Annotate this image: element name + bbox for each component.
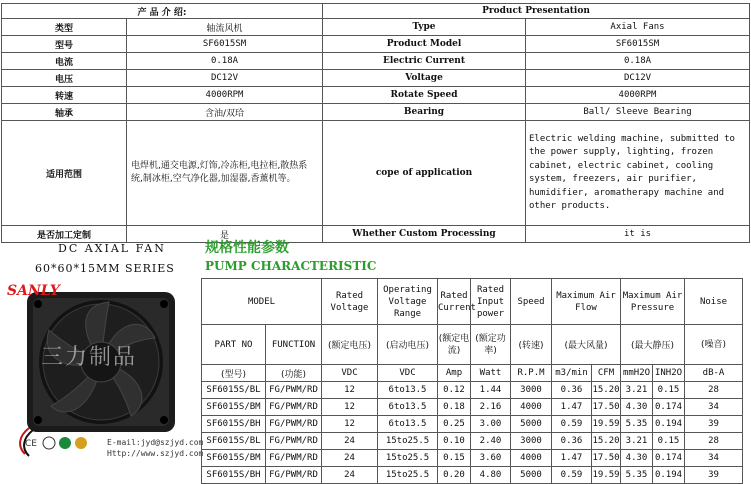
spec-cell-rated-voltage: 12 <box>322 382 378 399</box>
label-en: Whether Custom Processing <box>323 226 526 243</box>
spec-subheader-row <box>202 325 743 365</box>
spec-cell-current: 0.10 <box>438 433 471 450</box>
rated-current-zh: (额定电流) <box>438 325 471 365</box>
spec-cell-air-flow-cfm: 19.59 <box>592 467 621 484</box>
unit-cfm: CFM <box>592 365 621 382</box>
spec-cell-function: FG/PWM/RD <box>266 467 322 484</box>
product-row-speed <box>2 87 750 104</box>
spec-cell-rated-voltage: 24 <box>322 467 378 484</box>
contact-email: E-mail:jyd@szjyd.com <box>107 438 204 447</box>
spec-cell-pressure-inh2o: 0.194 <box>653 416 685 433</box>
spec-cell-current: 0.20 <box>438 467 471 484</box>
spec-cell-pressure-mmh2o: 5.35 <box>621 416 653 433</box>
unit-dba: dB-A <box>685 365 743 382</box>
spec-cell-part-no: SF6015S/BH <box>202 467 266 484</box>
contact-website: Http://www.szjyd.com <box>107 449 204 458</box>
spec-cell-air-flow-m3: 1.47 <box>552 450 592 467</box>
spec-cell-voltage-range: 15to25.5 <box>378 450 438 467</box>
label-en: Product Model <box>323 36 526 53</box>
value-zh: 0.18A <box>127 53 323 70</box>
label-zh: 类型 <box>2 19 127 36</box>
spec-cell-current: 0.25 <box>438 416 471 433</box>
spec-cell-pressure-mmh2o: 3.21 <box>621 433 653 450</box>
spec-cell-noise: 34 <box>685 450 743 467</box>
air-flow-zh: (最大风量) <box>552 325 621 365</box>
spec-cell-function: FG/PWM/RD <box>266 433 322 450</box>
spec-row <box>202 467 743 484</box>
product-row-bearing <box>2 104 750 121</box>
spec-cell-power: 2.16 <box>471 399 511 416</box>
value-en: it is <box>526 226 750 243</box>
spec-cell-part-no: SF6015S/BM <box>202 450 266 467</box>
spec-cell-noise: 39 <box>685 416 743 433</box>
application-en: Electric welding machine, submitted to the power supply, lighting, frozen cabinet, electric cabinet, cooling system, freezers, air purifier, humidifier, aromatherapy machine and other products. <box>526 121 750 226</box>
spec-cell-current: 0.18 <box>438 399 471 416</box>
unit-mmh2o: mmH2O <box>621 365 653 382</box>
spec-cell-air-flow-cfm: 17.50 <box>592 450 621 467</box>
spec-cell-function: FG/PWM/RD <box>266 450 322 467</box>
svg-text:CE: CE <box>25 439 37 449</box>
spec-cell-air-flow-m3: 0.59 <box>552 467 592 484</box>
spec-cell-air-flow-cfm: 19.59 <box>592 416 621 433</box>
spec-unit-row <box>202 365 743 382</box>
spec-cell-rated-voltage: 24 <box>322 433 378 450</box>
spec-cell-noise: 34 <box>685 399 743 416</box>
label-en: Electric Current <box>323 53 526 70</box>
value-zh: 含油/双珨 <box>127 104 323 121</box>
spec-cell-function: FG/PWM/RD <box>266 416 322 433</box>
label-zh: 电压 <box>2 70 127 87</box>
col-rated-voltage: Rated Voltage <box>322 279 378 325</box>
product-header-zh: 产 品 介 绍: <box>2 4 323 19</box>
spec-cell-speed: 5000 <box>511 416 552 433</box>
spec-cell-pressure-inh2o: 0.174 <box>653 450 685 467</box>
spec-cell-part-no: SF6015S/BL <box>202 433 266 450</box>
spec-cell-pressure-mmh2o: 4.30 <box>621 450 653 467</box>
product-row-voltage <box>2 70 750 87</box>
spec-cell-pressure-inh2o: 0.15 <box>653 433 685 450</box>
label-zh: 电流 <box>2 53 127 70</box>
product-row-type <box>2 19 750 36</box>
label-en: Type <box>323 19 526 36</box>
spec-cell-noise: 28 <box>685 433 743 450</box>
value-en: SF6015SM <box>526 36 750 53</box>
product-row-custom <box>2 226 750 243</box>
spec-cell-pressure-mmh2o: 3.21 <box>621 382 653 399</box>
col-part-no: PART NO <box>202 325 266 365</box>
brand-logo: SANLY <box>7 283 60 299</box>
value-zh: 是 <box>127 226 323 243</box>
spec-cell-part-no: SF6015S/BL <box>202 382 266 399</box>
spec-table <box>201 278 743 484</box>
spec-cell-power: 2.40 <box>471 433 511 450</box>
spec-cell-pressure-inh2o: 0.194 <box>653 467 685 484</box>
unit-watt: Watt <box>471 365 511 382</box>
product-row-model <box>2 36 750 53</box>
unit-vdc: VDC <box>322 365 378 382</box>
spec-cell-part-no: SF6015S/BH <box>202 416 266 433</box>
spec-cell-air-flow-cfm: 15.20 <box>592 433 621 450</box>
spec-cell-air-flow-m3: 0.36 <box>552 382 592 399</box>
col-max-pressure: Maximum Air Pressure <box>621 279 685 325</box>
rated-voltage-zh: (额定电压) <box>322 325 378 365</box>
label-zh: 是否加工定制 <box>2 226 127 243</box>
label-zh: 适用范围 <box>2 121 127 226</box>
spec-cell-voltage-range: 15to25.5 <box>378 467 438 484</box>
unit-rpm: R.P.M <box>511 365 552 382</box>
spec-cell-voltage-range: 6to13.5 <box>378 399 438 416</box>
label-zh: 转速 <box>2 87 127 104</box>
spec-cell-air-flow-m3: 0.36 <box>552 433 592 450</box>
spec-row <box>202 433 743 450</box>
value-zh: 轴流风机 <box>127 19 323 36</box>
characteristic-title-zh: 规格性能参数 <box>205 240 289 256</box>
label-en: Voltage <box>323 70 526 87</box>
product-table <box>1 3 750 243</box>
spec-body <box>202 382 743 484</box>
spec-cell-noise: 39 <box>685 467 743 484</box>
col-max-air-flow: Maximum Air Flow <box>552 279 621 325</box>
watermark-text: 三力制品 <box>41 345 138 370</box>
spec-row <box>202 382 743 399</box>
spec-cell-speed: 5000 <box>511 467 552 484</box>
spec-row <box>202 399 743 416</box>
unit-inh2o: INH2O <box>653 365 685 382</box>
col-rated-input: Rated Input power <box>471 279 511 325</box>
col-model: MODEL <box>202 279 322 325</box>
label-zh: 型号 <box>2 36 127 53</box>
spec-cell-power: 3.00 <box>471 416 511 433</box>
value-zh: SF6015SM <box>127 36 323 53</box>
noise-zh: (噪音) <box>685 325 743 365</box>
spec-cell-function: FG/PWM/RD <box>266 382 322 399</box>
pressure-zh: (最大静压) <box>621 325 685 365</box>
product-row-current <box>2 53 750 70</box>
spec-cell-current: 0.12 <box>438 382 471 399</box>
value-en: DC12V <box>526 70 750 87</box>
rated-input-zh: (额定功率) <box>471 325 511 365</box>
col-noise: Noise <box>685 279 743 325</box>
unit-m3: m3/min <box>552 365 592 382</box>
spec-cell-power: 1.44 <box>471 382 511 399</box>
spec-cell-air-flow-m3: 0.59 <box>552 416 592 433</box>
characteristic-title-en: PUMP CHARACTERISTIC <box>205 259 377 273</box>
application-zh: 电焊机,通交电源,灯饰,冷冻柜,电拉柜,散热系统,制冰柜,空气净化器,加湿器,香薰机等。 <box>127 121 323 226</box>
spec-cell-rated-voltage: 12 <box>322 416 378 433</box>
value-en: 4000RPM <box>526 87 750 104</box>
unit-amp: Amp <box>438 365 471 382</box>
model-zh: (型号) <box>202 365 266 382</box>
spec-cell-pressure-inh2o: 0.15 <box>653 382 685 399</box>
label-en: Rotate Speed <box>323 87 526 104</box>
spec-row <box>202 416 743 433</box>
spec-cell-pressure-mmh2o: 4.30 <box>621 399 653 416</box>
col-rated-current: Rated Current <box>438 279 471 325</box>
function-zh: (功能) <box>266 365 322 382</box>
label-en: Bearing <box>323 104 526 121</box>
spec-cell-part-no: SF6015S/BM <box>202 399 266 416</box>
spec-cell-rated-voltage: 24 <box>322 450 378 467</box>
col-speed: Speed <box>511 279 552 325</box>
product-row-application <box>2 121 750 226</box>
spec-cell-air-flow-m3: 1.47 <box>552 399 592 416</box>
label-en: cope of application <box>323 121 526 226</box>
product-header-row <box>2 4 750 19</box>
spec-cell-rated-voltage: 12 <box>322 399 378 416</box>
value-en: Axial Fans <box>526 19 750 36</box>
spec-cell-speed: 3000 <box>511 433 552 450</box>
spec-row <box>202 450 743 467</box>
spec-cell-speed: 4000 <box>511 399 552 416</box>
spec-cell-function: FG/PWM/RD <box>266 399 322 416</box>
spec-cell-speed: 3000 <box>511 382 552 399</box>
col-operating-voltage: Operating Voltage Range <box>378 279 438 325</box>
value-en: Ball/ Sleeve Bearing <box>526 104 750 121</box>
label-zh: 轴承 <box>2 104 127 121</box>
speed-zh: (转速) <box>511 325 552 365</box>
spec-cell-voltage-range: 15to25.5 <box>378 433 438 450</box>
spec-cell-power: 3.60 <box>471 450 511 467</box>
spec-cell-air-flow-cfm: 17.50 <box>592 399 621 416</box>
operating-voltage-zh: (启动电压) <box>378 325 438 365</box>
value-en: 0.18A <box>526 53 750 70</box>
spec-cell-air-flow-cfm: 15.20 <box>592 382 621 399</box>
spec-cell-power: 4.80 <box>471 467 511 484</box>
spec-cell-speed: 4000 <box>511 450 552 467</box>
col-function: FUNCTION <box>266 325 322 365</box>
value-zh: 4000RPM <box>127 87 323 104</box>
spec-cell-current: 0.15 <box>438 450 471 467</box>
series-size: 60*60*15MM SERIES <box>35 262 175 275</box>
spec-header-row <box>202 279 743 325</box>
product-header-en: Product Presentation <box>323 4 750 19</box>
unit-vdc: VDC <box>378 365 438 382</box>
spec-cell-pressure-inh2o: 0.174 <box>653 399 685 416</box>
spec-cell-voltage-range: 6to13.5 <box>378 382 438 399</box>
spec-cell-pressure-mmh2o: 5.35 <box>621 467 653 484</box>
spec-cell-noise: 28 <box>685 382 743 399</box>
spec-cell-voltage-range: 6to13.5 <box>378 416 438 433</box>
series-title: DC AXIAL FAN <box>58 242 166 255</box>
value-zh: DC12V <box>127 70 323 87</box>
